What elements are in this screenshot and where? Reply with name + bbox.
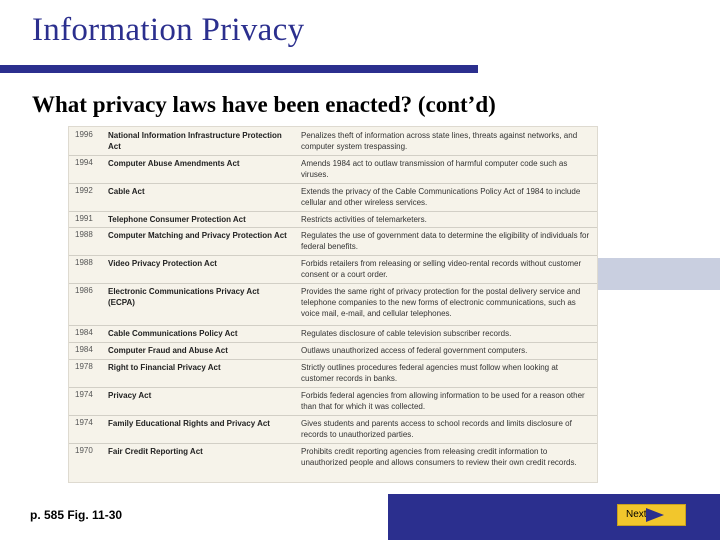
law-year: 1988 — [75, 230, 93, 239]
law-year: 1974 — [75, 390, 93, 399]
law-act: Right to Financial Privacy Act — [108, 363, 221, 372]
law-year: 1992 — [75, 186, 93, 195]
privacy-laws-figure — [68, 126, 598, 483]
law-row — [69, 227, 597, 256]
law-year: 1974 — [75, 418, 93, 427]
law-act: Computer Abuse Amendments Act — [108, 159, 240, 168]
law-row — [69, 325, 597, 343]
law-row — [69, 443, 597, 483]
law-act: Privacy Act — [108, 391, 152, 400]
law-description: Restricts activities of telemarketers. — [301, 215, 427, 224]
law-act: Video Privacy Protection Act — [108, 259, 217, 268]
law-act: Fair Credit Reporting Act — [108, 447, 203, 456]
figure-caption: p. 585 Fig. 11-30 — [30, 508, 123, 522]
law-description: Forbids retailers from releasing or selling video-rental records without customer consent or a court order. — [301, 259, 582, 279]
law-description: Strictly outlines procedures federal agencies must follow when looking at customer records in banks. — [301, 363, 559, 383]
slide-subtitle: What privacy laws have been enacted? (cont’d) — [32, 92, 496, 117]
arrow-right-icon — [646, 508, 664, 522]
law-description: Regulates disclosure of cable television subscriber records. — [301, 329, 512, 338]
law-row — [69, 211, 597, 228]
left-margin-band — [0, 0, 22, 540]
law-description: Extends the privacy of the Cable Communications Policy Act of 1984 to include cellular and other wireless services. — [301, 187, 581, 207]
law-year: 1984 — [75, 345, 93, 354]
law-act: Computer Matching and Privacy Protection Act — [108, 231, 287, 240]
law-description: Provides the same right of privacy protection for the postal delivery service and telephone companies to the new forms of electronic communications, such as voice mail, e-mail, and cellular telephones. — [301, 287, 581, 318]
law-row — [69, 283, 597, 326]
slide-title: Information Privacy — [32, 12, 305, 48]
law-description: Prohibits credit reporting agencies from releasing credit information to unauthorized people and allows consumers to review their own credit records. — [301, 447, 577, 467]
law-row — [69, 359, 597, 388]
law-row — [69, 387, 597, 416]
law-act: Telephone Consumer Protection Act — [108, 215, 246, 224]
law-row — [69, 342, 597, 360]
law-year: 1978 — [75, 362, 93, 371]
law-description: Amends 1984 act to outlaw transmission of harmful computer code such as viruses. — [301, 159, 568, 179]
next-label: Next — [626, 509, 647, 520]
law-year: 1970 — [75, 446, 93, 455]
law-year: 1986 — [75, 286, 93, 295]
law-description: Forbids federal agencies from allowing information to be used for a reason other than that for which it was collected. — [301, 391, 585, 411]
law-act: National Information Infrastructure Protection Act — [108, 131, 282, 151]
law-row — [69, 255, 597, 284]
law-description: Gives students and parents access to school records and limits disclosure of records to unauthorized parties. — [301, 419, 572, 439]
law-year: 1988 — [75, 258, 93, 267]
law-description: Penalizes theft of information across state lines, threats against networks, and computer system trespassing. — [301, 131, 578, 151]
law-act: Cable Communications Policy Act — [108, 329, 238, 338]
law-act: Cable Act — [108, 187, 145, 196]
law-year: 1984 — [75, 328, 93, 337]
law-year: 1991 — [75, 214, 93, 223]
next-button[interactable] — [617, 504, 686, 526]
law-description: Outlaws unauthorized access of federal government computers. — [301, 346, 528, 355]
law-row — [69, 415, 597, 444]
decorative-side-band — [598, 258, 720, 290]
law-description: Regulates the use of government data to determine the eligibility of individuals for federal benefits. — [301, 231, 590, 251]
law-act: Electronic Communications Privacy Act (ECPA) — [108, 287, 260, 307]
law-row — [69, 155, 597, 184]
law-row — [69, 183, 597, 212]
law-act: Computer Fraud and Abuse Act — [108, 346, 228, 355]
law-row — [69, 127, 597, 156]
law-year: 1996 — [75, 130, 93, 139]
title-underline-bar — [0, 65, 478, 73]
law-year: 1994 — [75, 158, 93, 167]
law-act: Family Educational Rights and Privacy Act — [108, 419, 270, 428]
